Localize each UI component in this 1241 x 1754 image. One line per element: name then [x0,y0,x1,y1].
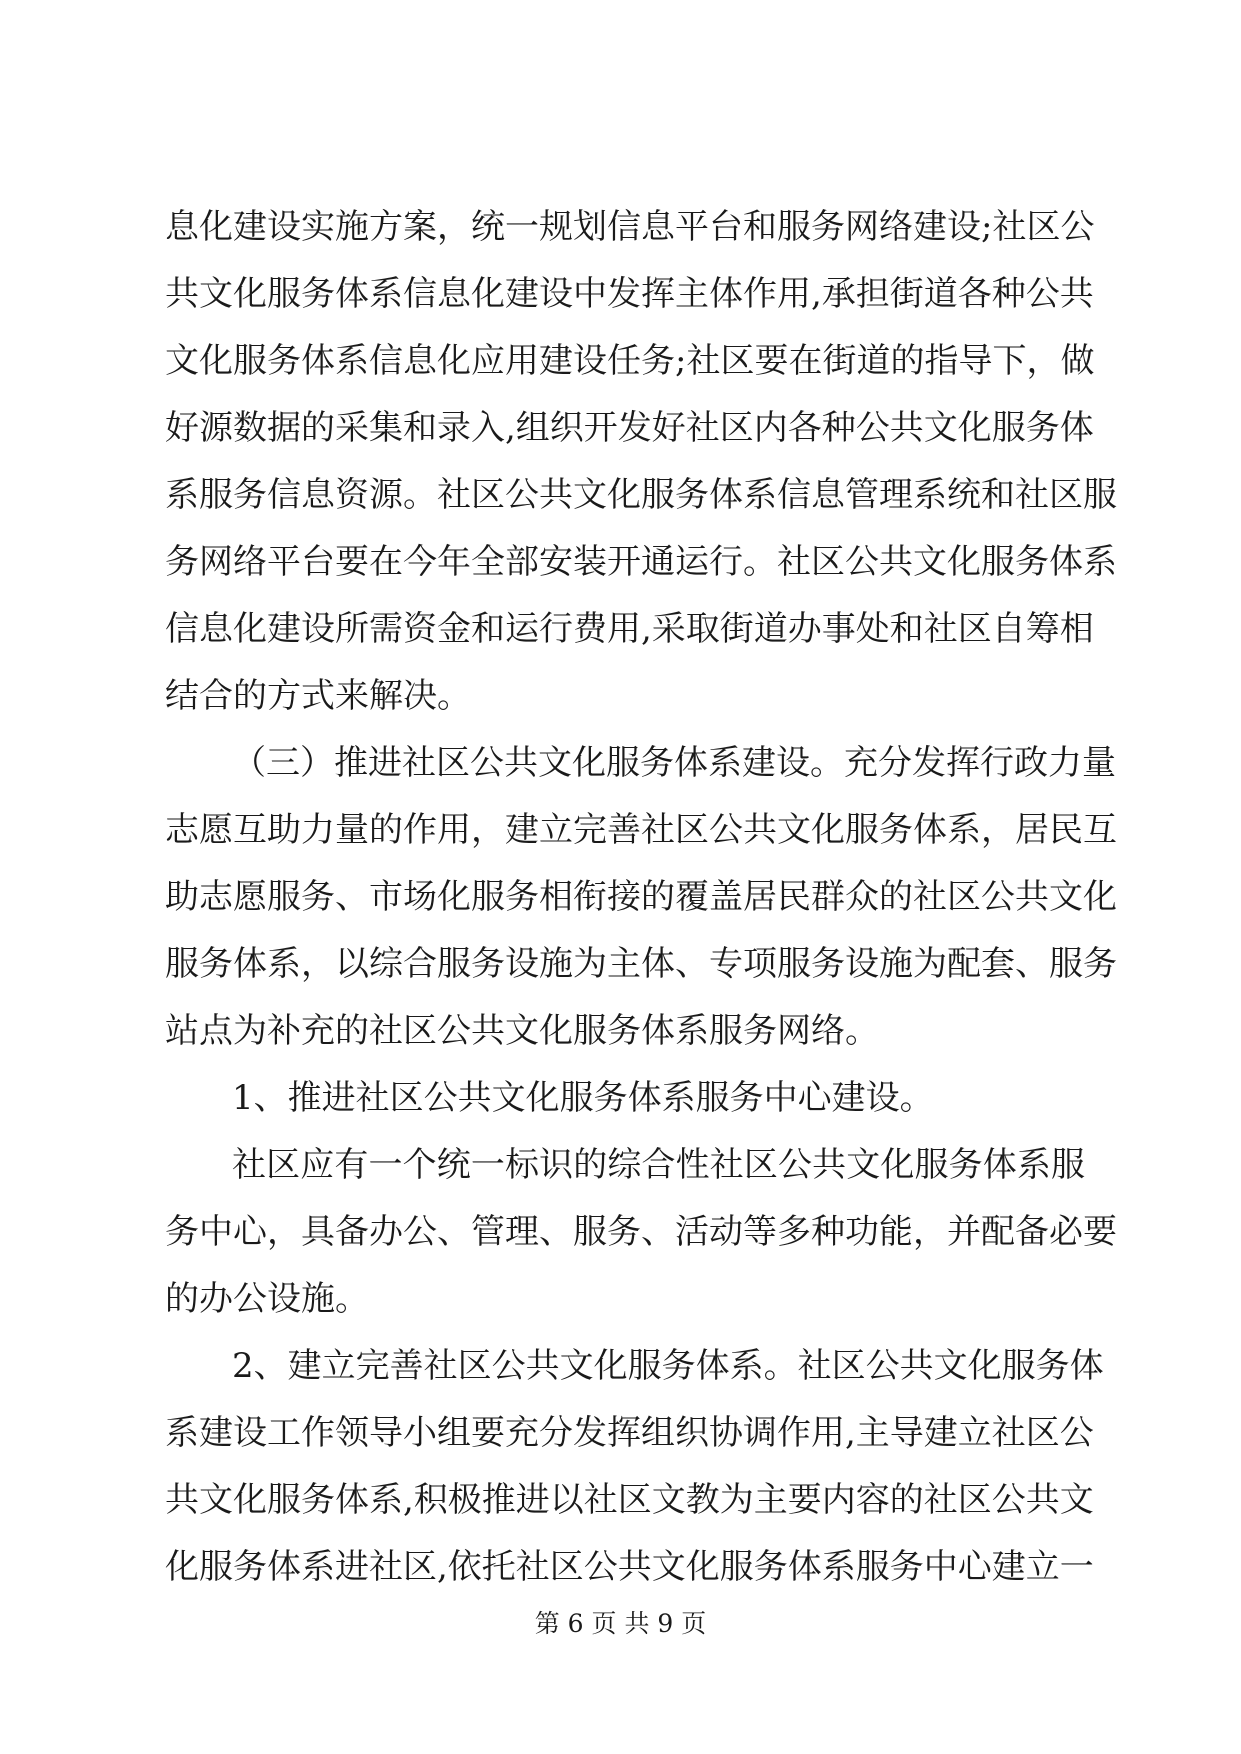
body-line: 化服务体系进社区,依托社区公共文化服务体系服务中心建立一 [165,1547,1094,1587]
body-line: 共文化服务体系信息化建设中发挥主体作用,承担街道各种公共 [165,274,1094,314]
body-line: 社区应有一个统一标识的综合性社区公共文化服务体系服 [232,1145,1085,1185]
body-line: 系建设工作领导小组要充分发挥组织协调作用,主导建立社区公 [165,1413,1094,1453]
body-line: 务中心，具备办公、管理、服务、活动等多种功能，并配备必要 [165,1212,1117,1252]
body-line: 的办公设施。 [165,1279,369,1319]
body-line: 信息化建设所需资金和运行费用,采取街道办事处和社区自筹相 [165,609,1094,649]
body-line: 好源数据的采集和录入,组织开发好社区内各种公共文化服务体 [165,408,1094,448]
body-line: 服务体系，以综合服务设施为主体、专项服务设施为配套、服务 [165,944,1117,984]
body-line: 息化建设实施方案，统一规划信息平台和服务网络建设;社区公 [165,207,1095,247]
section-heading-line: （三）推进社区公共文化服务体系建设。充分发挥行政力量 [232,743,1116,783]
body-line: 文化服务体系信息化应用建设任务;社区要在街道的指导下，做 [165,341,1095,381]
body-line: 共文化服务体系,积极推进以社区文教为主要内容的社区公共文 [165,1480,1094,1520]
body-line: 志愿互助力量的作用，建立完善社区公共文化服务体系，居民互 [165,810,1117,850]
body-line: 助志愿服务、市场化服务相衔接的覆盖居民群众的社区公共文化 [165,877,1117,917]
body-line: 系服务信息资源。社区公共文化服务体系信息管理系统和社区服 [165,475,1117,515]
body-line: 结合的方式来解决。 [165,676,471,716]
page-number-footer: 第 6 页 共 9 页 [534,1609,707,1638]
numbered-item-line: 1、推进社区公共文化服务体系服务中心建设。 [232,1078,934,1118]
numbered-item-line: 2、建立完善社区公共文化服务体系。社区公共文化服务体 [232,1346,1104,1386]
body-line: 站点为补充的社区公共文化服务体系服务网络。 [165,1011,879,1051]
body-line: 务网络平台要在今年全部安装开通运行。社区公共文化服务体系 [165,542,1117,582]
